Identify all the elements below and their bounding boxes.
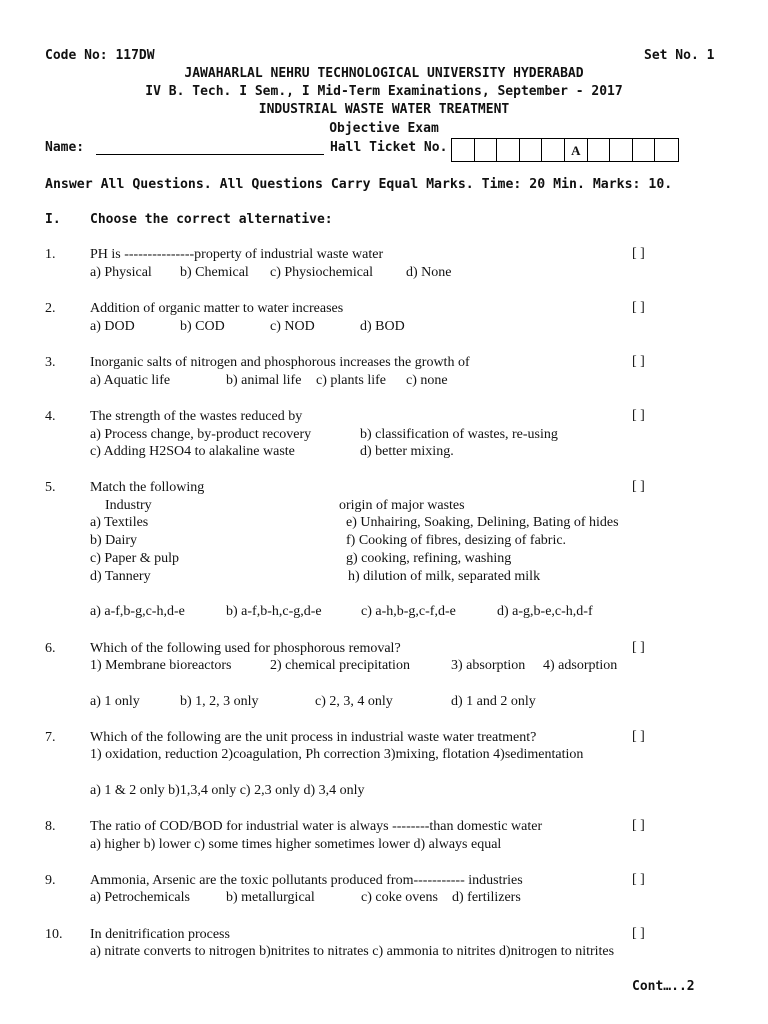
statement: 4) adsorption <box>543 658 618 673</box>
answer-bracket[interactable]: [ ] <box>632 926 645 941</box>
match-right-item: e) Unhairing, Soaking, Delining, Bating of hides <box>346 515 619 530</box>
option: c) none <box>406 373 448 388</box>
question-text: Addition of organic matter to water increases <box>90 301 344 316</box>
option: b) a-f,b-h,c-g,d-e <box>226 604 322 619</box>
question-text: Ammonia, Arsenic are the toxic pollutants produced from----------- industries <box>90 873 523 888</box>
instructions: Answer All Questions. All Questions Carry Equal Marks. Time: 20 Min. Marks: 10. <box>45 177 673 192</box>
question-text: Which of the following used for phosphorous removal? <box>90 641 401 656</box>
set-number: Set No. 1 <box>644 48 715 63</box>
ticket-cell[interactable] <box>520 139 543 161</box>
question-number: 2. <box>45 301 56 316</box>
option: b) classification of wastes, re-using <box>360 427 558 442</box>
match-right-item: g) cooking, refining, washing <box>346 551 512 566</box>
section-number: I. <box>45 212 61 227</box>
option: a) Process change, by-product recovery <box>90 427 312 442</box>
hall-ticket-boxes[interactable] <box>451 138 679 162</box>
answer-bracket[interactable]: [ ] <box>632 354 645 369</box>
option: d) BOD <box>360 319 405 334</box>
statements: 1) oxidation, reduction 2)coagulation, Ph correction 3)mixing, flotation 4)sedimentation <box>90 747 584 762</box>
option: a) DOD <box>90 319 135 334</box>
option: a) Aquatic life <box>90 373 171 388</box>
question-text: The strength of the wastes reduced by <box>90 409 303 424</box>
option: c) coke ovens <box>361 890 438 905</box>
option: b) COD <box>180 319 225 334</box>
option: d) None <box>406 265 452 280</box>
options-line: a) 1 & 2 only b)1,3,4 only c) 2,3 only d) 3,4 only <box>90 783 365 798</box>
question-number: 6. <box>45 641 56 656</box>
option: b) Chemical <box>180 265 249 280</box>
question-text: PH is ---------------property of industrial waste water <box>90 247 384 262</box>
statement: 2) chemical precipitation <box>270 658 410 673</box>
option: d) fertilizers <box>452 890 521 905</box>
question-number: 10. <box>45 927 63 942</box>
options-line: a) nitrate converts to nitrogen b)nitrites to nitrates c) ammonia to nitrites d)nitrogen to nitrites <box>90 944 615 959</box>
question-text: Which of the following are the unit process in industrial waste water treatment? <box>90 730 537 745</box>
question-number: 1. <box>45 247 56 262</box>
statement: 3) absorption <box>451 658 526 673</box>
option: c) Physiochemical <box>270 265 374 280</box>
question-text: In denitrification process <box>90 927 230 942</box>
option: c) plants life <box>316 373 386 388</box>
option: a) 1 only <box>90 694 140 709</box>
option: b) animal life <box>226 373 302 388</box>
match-right-item: f) Cooking of fibres, desizing of fabric. <box>346 533 567 548</box>
question-number: 9. <box>45 873 56 888</box>
ticket-cell[interactable] <box>610 139 633 161</box>
option: a) Petrochemicals <box>90 890 190 905</box>
match-left-item: c) Paper & pulp <box>90 551 180 566</box>
options-line: a) higher b) lower c) some times higher sometimes lower d) always equal <box>90 837 502 852</box>
option: c) Adding H2SO4 to alakaline waste <box>90 444 295 459</box>
answer-bracket[interactable]: [ ] <box>632 729 645 744</box>
ticket-cell[interactable] <box>542 139 565 161</box>
match-left-item: a) Textiles <box>90 515 149 530</box>
code-number: Code No: 117DW <box>45 48 155 63</box>
answer-bracket[interactable]: [ ] <box>632 408 645 423</box>
option: c) 2, 3, 4 only <box>315 694 393 709</box>
exam-type: Objective Exam <box>329 121 439 136</box>
exam-title: IV B. Tech. I Sem., I Mid-Term Examinations, September - 2017 <box>145 84 623 99</box>
match-left-item: d) Tannery <box>90 569 151 584</box>
ticket-cell[interactable]: A <box>565 139 588 161</box>
continued-note: Cont…..2 <box>632 979 695 994</box>
match-right-item: h) dilution of milk, separated milk <box>348 569 541 584</box>
match-right-heading: origin of major wastes <box>339 498 465 513</box>
answer-bracket[interactable]: [ ] <box>632 300 645 315</box>
subject-title: INDUSTRIAL WASTE WATER TREATMENT <box>258 102 510 117</box>
option: d) better mixing. <box>360 444 454 459</box>
ticket-cell[interactable] <box>655 139 678 161</box>
question-number: 8. <box>45 819 56 834</box>
answer-bracket[interactable]: [ ] <box>632 818 645 833</box>
option: b) 1, 2, 3 only <box>180 694 259 709</box>
ticket-cell[interactable] <box>475 139 498 161</box>
statement: 1) Membrane bioreactors <box>90 658 232 673</box>
answer-bracket[interactable]: [ ] <box>632 872 645 887</box>
answer-bracket[interactable]: [ ] <box>632 479 645 494</box>
option: c) a-h,b-g,c-f,d-e <box>361 604 456 619</box>
university-title: JAWAHARLAL NEHRU TECHNOLOGICAL UNIVERSITY HYDERABAD <box>184 66 584 81</box>
question-text: The ratio of COD/BOD for industrial water is always --------than domestic water <box>90 819 543 834</box>
question-number: 5. <box>45 480 56 495</box>
option: d) a-g,b-e,c-h,d-f <box>497 604 593 619</box>
question-number: 4. <box>45 409 56 424</box>
option: d) 1 and 2 only <box>451 694 536 709</box>
section-title: Choose the correct alternative: <box>90 212 333 227</box>
question-text: Inorganic salts of nitrogen and phosphorous increases the growth of <box>90 355 470 370</box>
question-number: 3. <box>45 355 56 370</box>
ticket-cell[interactable] <box>588 139 611 161</box>
match-left-item: b) Dairy <box>90 533 138 548</box>
option: c) NOD <box>270 319 315 334</box>
ticket-cell[interactable] <box>452 139 475 161</box>
answer-bracket[interactable]: [ ] <box>632 246 645 261</box>
option: b) metallurgical <box>226 890 315 905</box>
question-text: Match the following <box>90 480 205 495</box>
option: a) a-f,b-g,c-h,d-e <box>90 604 185 619</box>
hall-ticket-label: Hall Ticket No. <box>330 140 448 155</box>
question-number: 7. <box>45 730 56 745</box>
ticket-cell[interactable] <box>497 139 520 161</box>
option: a) Physical <box>90 265 152 280</box>
name-field[interactable] <box>96 154 324 155</box>
match-left-heading: Industry <box>105 498 152 513</box>
answer-bracket[interactable]: [ ] <box>632 640 645 655</box>
ticket-cell[interactable] <box>633 139 656 161</box>
name-label: Name: <box>45 140 85 155</box>
